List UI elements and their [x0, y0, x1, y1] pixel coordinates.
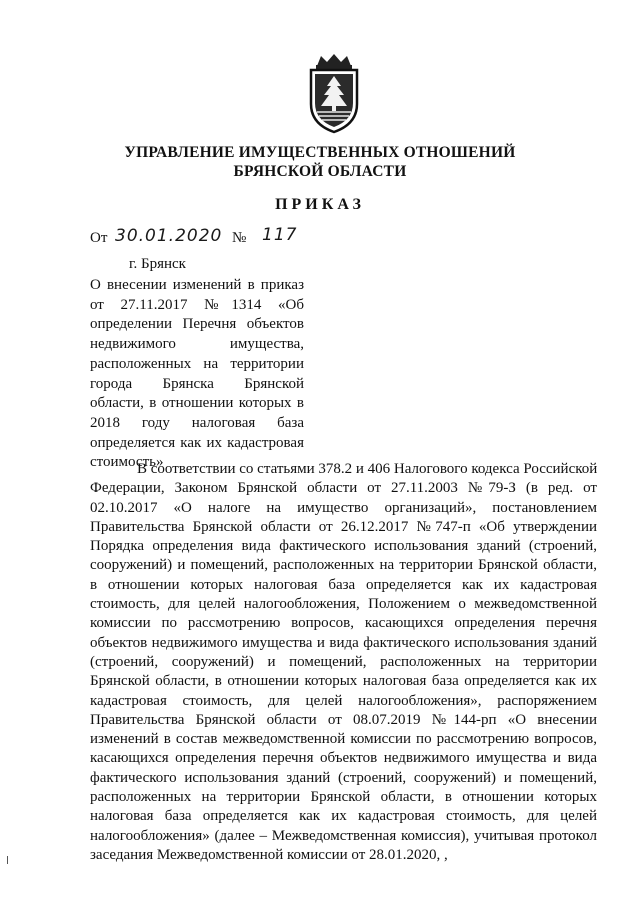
subject-line: от 27.11.2017 №1314 «Об	[90, 296, 304, 313]
body-line: Правительства Брянской области от 08.07.2019 №144-рп «О внесении	[90, 711, 597, 728]
body-line: Правительства Брянской области от 26.12.2017 №747-п «Об утверждении	[90, 518, 597, 535]
document-title: ПРИКАЗ	[275, 196, 365, 213]
body-line: расположенных на территории Брянской области, в отношении которых	[90, 789, 597, 806]
body-line: объектов недвижимого имущества и вида фактического использования зданий	[90, 634, 597, 651]
body-line: касающихся определения перечня объектов недвижимого имущества и вида	[90, 750, 597, 767]
body-line: кадастровая стоимость, для целей налогообложения», распоряжением	[90, 692, 597, 709]
organization-name-line1: УПРАВЛЕНИЕ ИМУЩЕСТВЕННЫХ ОТНОШЕНИЙ	[124, 144, 516, 161]
subject-line: 2018 году налоговая база	[90, 414, 304, 431]
order-subject	[90, 276, 304, 473]
body-line: Брянской области, в отношении которых налоговая база определяется как их	[90, 673, 597, 690]
body-line: (строений, сооружений) и помещений, расположенных на территории	[90, 653, 597, 670]
bryansk-coat-of-arms-icon	[303, 52, 365, 134]
scan-margin-mark	[7, 856, 8, 864]
order-preamble	[90, 460, 597, 865]
subject-line: города Брянска Брянской	[90, 375, 304, 392]
city: г. Брянск	[129, 256, 186, 272]
subject-line: расположенных на территории	[90, 355, 304, 372]
body-line: заседания Межведомственной комиссии от 28.01.2020, ,	[90, 846, 448, 863]
body-line: фактического использования зданий (строений, сооружений) и помещений,	[90, 769, 597, 786]
body-line: комиссии по рассмотрению вопросов, касающихся определения перечня	[90, 615, 597, 632]
body-line: Федерации, Законом Брянской области от 27.11.2003 №79-З (в ред. от	[90, 480, 597, 497]
body-line: изменений в состав межведомственной комиссии по рассмотрению вопросов,	[90, 731, 597, 748]
body-line: налоговая база определяется как их кадастровая стоимость, для целей	[90, 808, 597, 825]
subject-line: О внесении изменений в приказ	[90, 277, 304, 293]
body-line: Порядка определения вида фактического использования зданий (строений,	[90, 538, 597, 555]
body-line: стоимость, для целей налогообложения, Положением о межведомственной	[90, 596, 597, 613]
body-line: в отношении которых налоговая база определяется как их кадастровая	[90, 576, 597, 593]
subject-line: определении Перечня объектов	[90, 316, 304, 333]
subject-line: стоимость»	[90, 454, 164, 471]
handwritten-number: 117	[262, 225, 298, 245]
handwritten-date: 30.01.2020	[115, 226, 223, 246]
number-label: №	[232, 230, 247, 246]
subject-line: определяется как их кадастровая	[90, 434, 304, 451]
body-line: В соответствии со статьями 378.2 и 406 Налогового кодекса Российской	[137, 461, 597, 477]
subject-line: области, в отношении которых в	[90, 395, 304, 412]
body-line: налогообложения» (далее – Межведомственная комиссия), учитывая протокол	[90, 827, 597, 844]
body-line: 02.10.2017 «О налоге на имущество организаций», постановлением	[90, 499, 597, 516]
body-line: сооружений) и помещений, расположенных на территории Брянской области,	[90, 557, 597, 574]
date-label: От	[90, 230, 108, 246]
organization-name-line2: БРЯНСКОЙ ОБЛАСТИ	[233, 163, 407, 180]
subject-line: недвижимого имущества,	[90, 336, 304, 353]
